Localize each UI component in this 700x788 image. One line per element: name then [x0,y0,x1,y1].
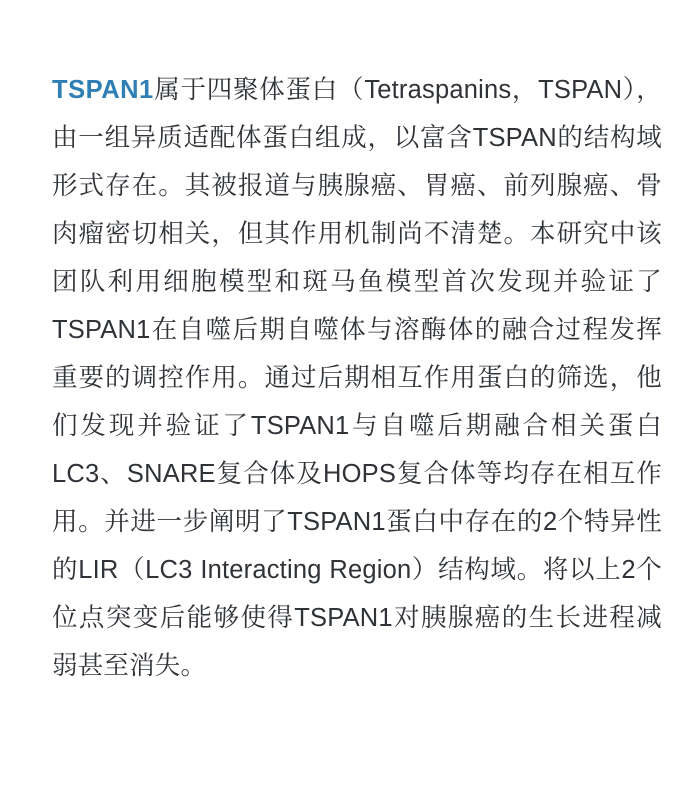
article-body-text: 属于四聚体蛋白（Tetraspanins，TSPAN），由一组异质适配体蛋白组成，以富含TSPAN的结构域形式存在。其被报道与胰腺癌、胃癌、前列腺癌、骨肉瘤密切相关，但其作用机制尚不清楚。本研究中该团队利用细胞模型和斑马鱼模型首次发现并验证了TSPAN1在自噬后期自噬体与溶酶体的融合过程发挥重要的调控作用。通过后期相互作用蛋白的筛选，他们发现并验证了TSPAN1与自噬后期融合相关蛋白LC3、SNARE复合体及HOPS复合体等均存在相互作用。并进一步阐明了TSPAN1蛋白中存在的2个特异性的LIR（LC3 Interacting Region）结构域。将以上2个位点突变后能够使得TSPAN1对胰腺癌的生长进程减弱甚至消失。 [52,75,662,680]
article-paragraph [52,66,662,690]
highlighted-gene-term: TSPAN1 [52,75,154,104]
